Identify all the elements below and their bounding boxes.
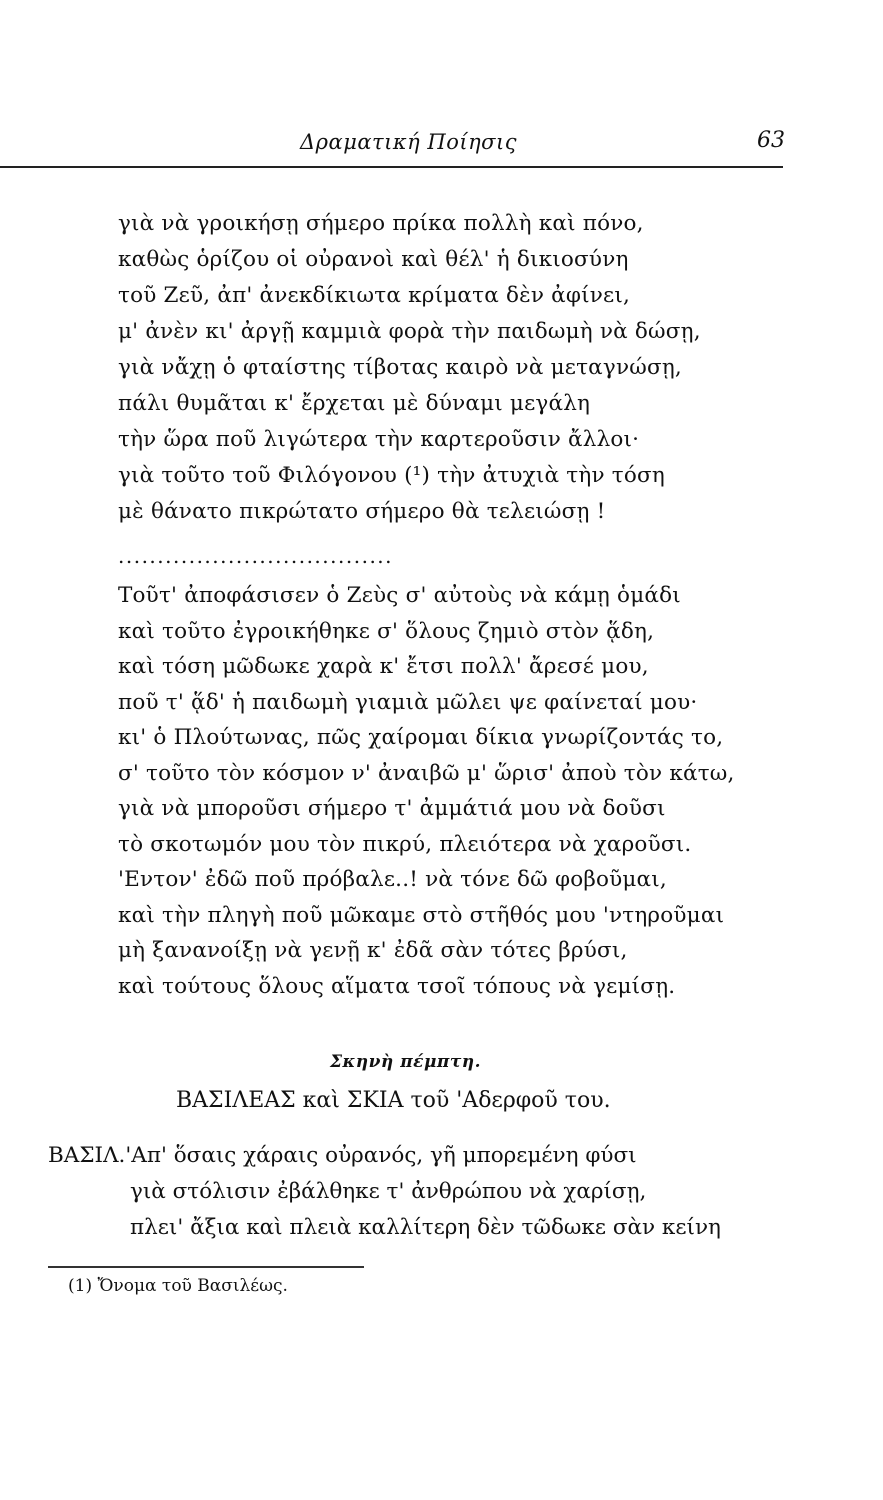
verse-stanza-2: [118, 578, 735, 1004]
header-rule: [0, 166, 783, 168]
speech-line: 'Απ' ὅσαις χάραις οὐρανός, γῆ μπορεμένη φύσι: [125, 1143, 637, 1168]
verse-line: γιὰ τοῦτο τοῦ Φιλόγονου (¹) τὴν ἀτυχιὰ τὴν τόση: [118, 463, 665, 488]
verse-line: τοῦ Ζεῦ, ἀπ' ἀνεκδίκιωτα κρίματα δὲν ἀφίνει,: [118, 283, 631, 308]
verse-line: γιὰ νἄχῃ ὁ φταίστης τίβοτας καιρὸ νὰ μεταγνώσῃ,: [118, 355, 682, 380]
verse-line: ποῦ τ' ᾅδ' ἡ παιδωμὴ γιαμιὰ μῶλει ψε φαίνεταί μου·: [118, 689, 698, 715]
verse-line: γιὰ νὰ γροικήσῃ σήμερο πρίκα πολλὴ καὶ πόνο,: [118, 211, 644, 236]
verse-line: καὶ τόση μῶδωκε χαρὰ κ' ἔτσι πολλ' ἄρεσέ μου,: [118, 654, 649, 679]
verse-line: μ' ἀνὲν κι' ἀργῇ καμμιὰ φορὰ τὴν παιδωμὴ νὰ δώσῃ,: [118, 319, 701, 344]
speaker-label: ΒΑΣΙΛ.: [48, 1143, 126, 1168]
running-title: Δραματική Ποίησις: [300, 130, 518, 154]
page-number: 63: [757, 128, 785, 153]
running-head: [90, 128, 785, 168]
verse-line: Τοῦτ' ἀποφάσισεν ὁ Ζεὺς σ' αὐτοὺς νὰ κάμῃ ὁμάδι: [118, 583, 681, 608]
speech-line: γιὰ στόλισιν ἐβάλθηκε τ' ἀνθρώπου νὰ χαρίσῃ,: [130, 1179, 647, 1204]
scene-title: Σκηνὴ πέμπτη.: [330, 1052, 482, 1072]
speech-line: πλει' ἄξια καὶ πλειὰ καλλίτερη δὲν τῶδωκε σὰν κείνη: [130, 1215, 721, 1240]
verse-line: μὴ ξανανοίξῃ νὰ γενῇ κ' ἐδᾶ σὰν τότες βρύσι,: [118, 938, 628, 963]
speech-block: [48, 1138, 721, 1246]
footnote: (1) Ὄνομα τοῦ Βασιλέως.: [68, 1276, 288, 1296]
verse-line: κι' ὁ Πλούτωνας, πῶς χαίρομαι δίκια γνωρίζοντάς το,: [118, 725, 724, 750]
verse-line: καὶ τούτους ὅλους αἵματα τσοῖ τόπους νὰ γεμίσῃ.: [118, 973, 676, 999]
verse-line: σ' τοῦτο τὸν κόσμον ν' ἀναιβῶ μ' ὥρισ' ἀποὺ τὸν κάτω,: [118, 760, 735, 786]
verse-line: τὸ σκοτωμόν μου τὸν πικρύ, πλειότερα νὰ χαροῦσι.: [118, 831, 692, 857]
footnote-rule: [48, 1266, 364, 1268]
verse-stanza-1: [118, 206, 701, 530]
verse-line: καὶ τοῦτο ἐγροικήθηκε σ' ὅλους ζημιὸ στὸν ᾅδη,: [118, 618, 655, 644]
verse-line: μὲ θάνατο πικρώτατο σήμερο θὰ τελειώσῃ !: [118, 499, 606, 524]
ellipsis-divider: ...................................: [118, 544, 394, 568]
verse-line: καθὼς ὁρίζου οἱ οὐρανοὶ καὶ θέλ' ἡ δικιοσύνη: [118, 247, 629, 272]
verse-line: τὴν ὥρα ποῦ λιγώτερα τὴν καρτεροῦσιν ἄλλοι·: [118, 427, 640, 452]
verse-line: γιὰ νὰ μποροῦσι σήμερο τ' ἀμμάτιά μου νὰ δοῦσι: [118, 796, 666, 821]
verse-line: 'Εντον' ἐδῶ ποῦ πρόβαλε..! νὰ τόνε δῶ φοβοῦμαι,: [118, 867, 667, 892]
scene-characters: ΒΑΣΙΛΕΑΣ καὶ ΣΚΙΑ τοῦ 'Αδερφοῦ του.: [176, 1088, 611, 1113]
verse-line: πάλι θυμᾶται κ' ἔρχεται μὲ δύναμι μεγάλη: [118, 391, 591, 416]
verse-line: καὶ τὴν πληγὴ ποῦ μῶκαμε στὸ στῆθός μου 'ντηροῦμαι: [118, 902, 725, 928]
